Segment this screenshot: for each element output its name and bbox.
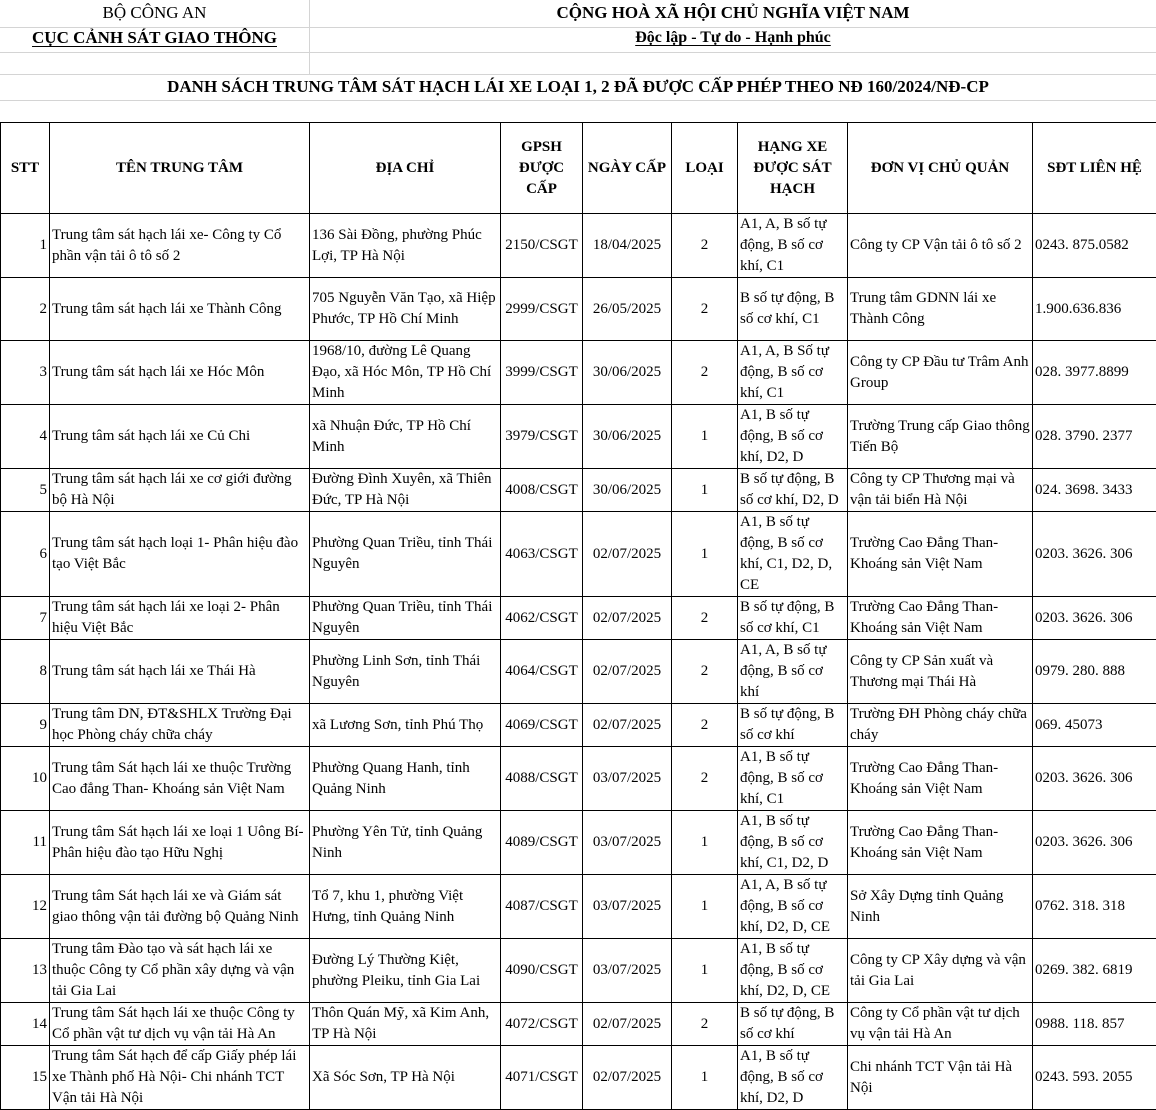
table-row (1, 1046, 1156, 1110)
cell-gpsh: 4089/CSGT (501, 811, 583, 875)
cell-stt: 10 (1, 747, 50, 811)
cell-gpsh: 4071/CSGT (501, 1046, 583, 1110)
cell-type: 2 (672, 747, 738, 811)
agency-name: CỤC CẢNH SÁT GIAO THÔNG (0, 28, 309, 48)
cell-gpsh: 4072/CSGT (501, 1003, 583, 1046)
cell-name: Trung tâm Đào tạo và sát hạch lái xe thuộc Công ty Cổ phần xây dựng và vận tải Gia Lai (50, 939, 310, 1003)
table-row (1, 469, 1156, 512)
motto: Độc lập - Tự do - Hạnh phúc (310, 29, 1156, 47)
cell-date: 02/07/2025 (583, 704, 672, 747)
cell-address: xã Lương Sơn, tỉnh Phú Thọ (310, 704, 501, 747)
cell-date: 26/05/2025 (583, 278, 672, 341)
cell-stt: 7 (1, 597, 50, 640)
cell-name: Trung tâm sát hạch lái xe- Công ty Cổ phần vận tải ô tô số 2 (50, 214, 310, 278)
cell-type: 2 (672, 341, 738, 405)
cell-gpsh: 4063/CSGT (501, 512, 583, 597)
cell-date: 02/07/2025 (583, 597, 672, 640)
cell-gpsh: 3999/CSGT (501, 341, 583, 405)
cell-type: 1 (672, 939, 738, 1003)
cell-type: 2 (672, 597, 738, 640)
cell-gpsh: 4062/CSGT (501, 597, 583, 640)
col-header-stt: STT (1, 123, 50, 214)
cell-owner: Trường Cao Đẳng Than- Khoáng sản Việt Nam (848, 597, 1033, 640)
cell-owner: Trường Cao Đẳng Than- Khoáng sản Việt Nam (848, 747, 1033, 811)
table-row (1, 704, 1156, 747)
cell-address: xã Nhuận Đức, TP Hồ Chí Minh (310, 405, 501, 469)
cell-phone: 0269. 382. 6819 (1033, 939, 1156, 1003)
cell-phone: 0203. 3626. 306 (1033, 811, 1156, 875)
cell-gpsh: 4064/CSGT (501, 640, 583, 704)
cell-type: 1 (672, 875, 738, 939)
nation-name: CỘNG HOÀ XÃ HỘI CHỦ NGHĨA VIỆT NAM (310, 3, 1156, 23)
cell-stt: 12 (1, 875, 50, 939)
cell-gpsh: 4069/CSGT (501, 704, 583, 747)
document-header (0, 0, 1156, 122)
cell-classes: A1, B số tự động, B số cơ khí, C1, D2, D (738, 811, 848, 875)
cell-phone: 1.900.636.836 (1033, 278, 1156, 341)
cell-name: Trung tâm sát hạch lái xe cơ giới đường bộ Hà Nội (50, 469, 310, 512)
cell-classes: A1, A, B số tự động, B số cơ khí, C1 (738, 214, 848, 278)
cell-phone: 0203. 3626. 306 (1033, 597, 1156, 640)
cell-date: 03/07/2025 (583, 811, 672, 875)
cell-name: Trung tâm sát hạch lái xe loại 2- Phân hiệu Việt Bắc (50, 597, 310, 640)
cell-date: 30/06/2025 (583, 341, 672, 405)
training-center-table (0, 122, 1156, 1110)
cell-date: 02/07/2025 (583, 1003, 672, 1046)
cell-name: Trung tâm DN, ĐT&SHLX Trường Đại học Phòng cháy chữa cháy (50, 704, 310, 747)
cell-name: Trung tâm sát hạch lái xe Thái Hà (50, 640, 310, 704)
cell-owner: Công ty Cổ phần vật tư dịch vụ vận tải Hà An (848, 1003, 1033, 1046)
cell-address: 136 Sài Đồng, phường Phúc Lợi, TP Hà Nội (310, 214, 501, 278)
cell-date: 03/07/2025 (583, 747, 672, 811)
cell-phone: 0762. 318. 318 (1033, 875, 1156, 939)
cell-date: 30/06/2025 (583, 469, 672, 512)
cell-phone: 0979. 280. 888 (1033, 640, 1156, 704)
cell-name: Trung tâm sát hạch loại 1- Phân hiệu đào tạo Việt Bắc (50, 512, 310, 597)
cell-classes: A1, B số tự động, B số cơ khí, C1 (738, 747, 848, 811)
cell-name: Trung tâm Sát hạch lái xe thuộc Công ty Cổ phần vật tư dịch vụ vận tải Hà An (50, 1003, 310, 1046)
cell-stt: 13 (1, 939, 50, 1003)
table-row (1, 747, 1156, 811)
cell-stt: 8 (1, 640, 50, 704)
cell-stt: 5 (1, 469, 50, 512)
cell-owner: Trường Trung cấp Giao thông Tiến Bộ (848, 405, 1033, 469)
cell-classes: A1, A, B Số tự động, B số cơ khí, C1 (738, 341, 848, 405)
cell-type: 2 (672, 1003, 738, 1046)
cell-classes: A1, B số tự động, B số cơ khí, D2, D (738, 405, 848, 469)
cell-stt: 15 (1, 1046, 50, 1110)
cell-name: Trung tâm Sát hạch lái xe loại 1 Uông Bí- Phân hiệu đào tạo Hữu Nghị (50, 811, 310, 875)
table-row (1, 405, 1156, 469)
cell-gpsh: 4090/CSGT (501, 939, 583, 1003)
cell-owner: Sở Xây Dựng tỉnh Quảng Ninh (848, 875, 1033, 939)
cell-classes: A1, A, B số tự động, B số cơ khí, D2, D, CE (738, 875, 848, 939)
cell-name: Trung tâm sát hạch lái xe Thành Công (50, 278, 310, 341)
cell-classes: B số tự động, B số cơ khí, C1 (738, 597, 848, 640)
cell-address: Thôn Quán Mỹ, xã Kim Anh, TP Hà Nội (310, 1003, 501, 1046)
grid-line (0, 100, 1156, 101)
table-row (1, 1003, 1156, 1046)
col-header-date: NGÀY CẤP (583, 123, 672, 214)
cell-stt: 6 (1, 512, 50, 597)
table-row (1, 811, 1156, 875)
col-header-owner: ĐƠN VỊ CHỦ QUẢN (848, 123, 1033, 214)
cell-stt: 11 (1, 811, 50, 875)
cell-address: 1968/10, đường Lê Quang Đạo, xã Hóc Môn, TP Hồ Chí Minh (310, 341, 501, 405)
cell-owner: Công ty CP Thương mại và vận tải biển Hà Nội (848, 469, 1033, 512)
cell-type: 1 (672, 811, 738, 875)
cell-classes: B số tự động, B số cơ khí, C1 (738, 278, 848, 341)
cell-name: Trung tâm Sát hạch để cấp Giấy phép lái xe Thành phố Hà Nội- Chi nhánh TCT Vận tải Hà Nội (50, 1046, 310, 1110)
cell-stt: 3 (1, 341, 50, 405)
col-header-classes: HẠNG XE ĐƯỢC SÁT HẠCH (738, 123, 848, 214)
cell-type: 2 (672, 704, 738, 747)
cell-date: 02/07/2025 (583, 1046, 672, 1110)
table-row (1, 512, 1156, 597)
cell-type: 1 (672, 405, 738, 469)
table-row (1, 214, 1156, 278)
cell-type: 2 (672, 640, 738, 704)
table-row (1, 939, 1156, 1003)
col-header-type: LOẠI (672, 123, 738, 214)
col-header-gpsh: GPSH ĐƯỢC CẤP (501, 123, 583, 214)
page-title: DANH SÁCH TRUNG TÂM SÁT HẠCH LÁI XE LOẠI 1, 2 ĐÃ ĐƯỢC CẤP PHÉP THEO NĐ 160/2024/NĐ-CP (0, 77, 1156, 97)
cell-stt: 2 (1, 278, 50, 341)
cell-phone: 069. 45073 (1033, 704, 1156, 747)
cell-owner: Công ty CP Sản xuất và Thương mại Thái Hà (848, 640, 1033, 704)
cell-classes: A1, B số tự động, B số cơ khí, C1, D2, D, CE (738, 512, 848, 597)
cell-gpsh: 3979/CSGT (501, 405, 583, 469)
col-header-phone: SĐT LIÊN HỆ (1033, 123, 1156, 214)
cell-owner: Công ty CP Vận tải ô tô số 2 (848, 214, 1033, 278)
cell-gpsh: 4088/CSGT (501, 747, 583, 811)
cell-type: 1 (672, 512, 738, 597)
cell-classes: A1, B số tự động, B số cơ khí, D2, D (738, 1046, 848, 1110)
cell-gpsh: 2999/CSGT (501, 278, 583, 341)
table-body (1, 214, 1156, 1110)
cell-address: Phường Yên Tử, tỉnh Quảng Ninh (310, 811, 501, 875)
cell-stt: 4 (1, 405, 50, 469)
cell-phone: 0203. 3626. 306 (1033, 512, 1156, 597)
cell-gpsh: 2150/CSGT (501, 214, 583, 278)
cell-stt: 9 (1, 704, 50, 747)
cell-address: Phường Linh Sơn, tỉnh Thái Nguyên (310, 640, 501, 704)
cell-type: 2 (672, 214, 738, 278)
cell-stt: 1 (1, 214, 50, 278)
cell-stt: 14 (1, 1003, 50, 1046)
cell-type: 2 (672, 278, 738, 341)
col-header-address: ĐỊA CHỈ (310, 123, 501, 214)
cell-phone: 0243. 593. 2055 (1033, 1046, 1156, 1110)
cell-classes: B số tự động, B số cơ khí (738, 1003, 848, 1046)
cell-owner: Công ty CP Xây dựng và vận tải Gia Lai (848, 939, 1033, 1003)
table-row (1, 597, 1156, 640)
cell-address: Đường Lý Thường Kiệt, phường Pleiku, tỉnh Gia Lai (310, 939, 501, 1003)
cell-address: Tổ 7, khu 1, phường Việt Hưng, tỉnh Quảng Ninh (310, 875, 501, 939)
cell-type: 1 (672, 469, 738, 512)
cell-address: Phường Quan Triều, tỉnh Thái Nguyên (310, 597, 501, 640)
cell-owner: Trường ĐH Phòng cháy chữa cháy (848, 704, 1033, 747)
cell-phone: 024. 3698. 3433 (1033, 469, 1156, 512)
cell-owner: Trung tâm GDNN lái xe Thành Công (848, 278, 1033, 341)
cell-date: 02/07/2025 (583, 640, 672, 704)
cell-classes: A1, A, B số tự động, B số cơ khí (738, 640, 848, 704)
cell-name: Trung tâm Sát hạch lái xe thuộc Trường Cao đẳng Than- Khoáng sản Việt Nam (50, 747, 310, 811)
cell-owner: Trường Cao Đẳng Than- Khoáng sản Việt Nam (848, 811, 1033, 875)
table-row (1, 341, 1156, 405)
cell-address: Phường Quang Hanh, tỉnh Quảng Ninh (310, 747, 501, 811)
cell-type: 1 (672, 1046, 738, 1110)
cell-address: Đường Đình Xuyên, xã Thiên Đức, TP Hà Nội (310, 469, 501, 512)
cell-phone: 028. 3790. 2377 (1033, 405, 1156, 469)
cell-owner: Trường Cao Đẳng Than- Khoáng sản Việt Nam (848, 512, 1033, 597)
cell-address: Xã Sóc Sơn, TP Hà Nội (310, 1046, 501, 1110)
cell-date: 02/07/2025 (583, 512, 672, 597)
cell-date: 30/06/2025 (583, 405, 672, 469)
grid-line (0, 52, 1156, 53)
cell-phone: 028. 3977.8899 (1033, 341, 1156, 405)
table-row (1, 278, 1156, 341)
table-row (1, 875, 1156, 939)
cell-phone: 0203. 3626. 306 (1033, 747, 1156, 811)
cell-date: 18/04/2025 (583, 214, 672, 278)
col-header-name: TÊN TRUNG TÂM (50, 123, 310, 214)
grid-line (0, 74, 1156, 75)
cell-owner: Chi nhánh TCT Vận tải Hà Nội (848, 1046, 1033, 1110)
table-row (1, 640, 1156, 704)
cell-classes: A1, B số tự động, B số cơ khí, D2, D, CE (738, 939, 848, 1003)
cell-date: 03/07/2025 (583, 939, 672, 1003)
cell-address: Phường Quan Triều, tỉnh Thái Nguyên (310, 512, 501, 597)
cell-gpsh: 4008/CSGT (501, 469, 583, 512)
cell-owner: Công ty CP Đầu tư Trâm Anh Group (848, 341, 1033, 405)
cell-address: 705 Nguyễn Văn Tạo, xã Hiệp Phước, TP Hồ Chí Minh (310, 278, 501, 341)
cell-phone: 0243. 875.0582 (1033, 214, 1156, 278)
cell-name: Trung tâm Sát hạch lái xe và Giám sát giao thông vận tải đường bộ Quảng Ninh (50, 875, 310, 939)
cell-phone: 0988. 118. 857 (1033, 1003, 1156, 1046)
cell-classes: B số tự động, B số cơ khí (738, 704, 848, 747)
cell-classes: B số tự động, B số cơ khí, D2, D (738, 469, 848, 512)
cell-name: Trung tâm sát hạch lái xe Củ Chi (50, 405, 310, 469)
cell-date: 03/07/2025 (583, 875, 672, 939)
table-header-row (1, 123, 1156, 214)
agency-parent: BỘ CÔNG AN (0, 3, 309, 23)
cell-gpsh: 4087/CSGT (501, 875, 583, 939)
cell-name: Trung tâm sát hạch lái xe Hóc Môn (50, 341, 310, 405)
